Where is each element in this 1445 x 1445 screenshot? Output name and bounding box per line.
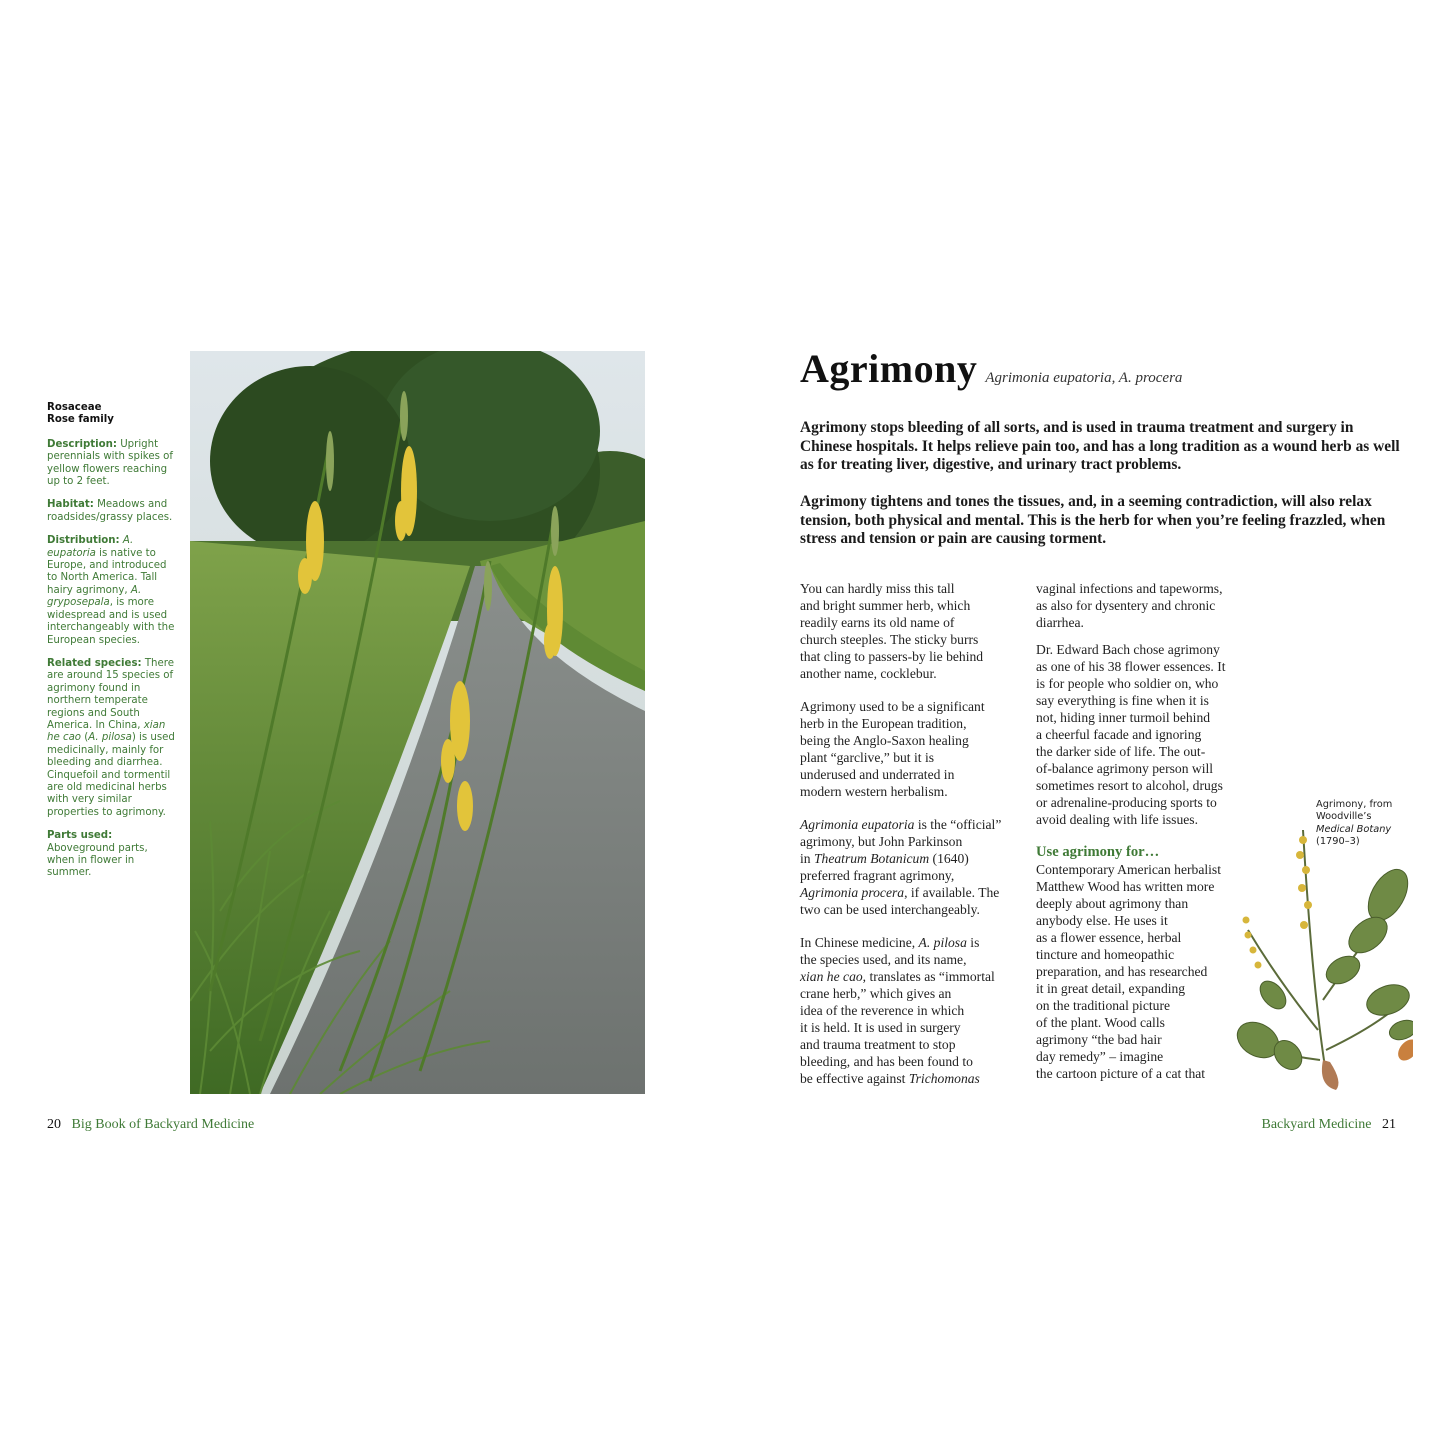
agrimony-roadside-photo (190, 351, 645, 1094)
footer-left (47, 1117, 254, 1133)
plant-family (47, 402, 175, 427)
photo-illustration (190, 351, 645, 1094)
body-column-1 (800, 580, 1025, 1103)
col2-paragraph-2: Dr. Edward Bach chose agrimony as one of his 38 flower essences. It is for people who soldier on, who say everything is fine when it is not, hiding inner turmoil behind a cheerful facade and ignoring the darker side of life. The out- of-balance agrimony person will sometimes resort to alcohol, drugs or adrenaline-producing sports to avoid dealing with life issues. (1036, 642, 1226, 827)
page-title: Agrimony (800, 346, 978, 391)
scientific-name: Agrimonia eupatoria, A. procera (985, 370, 1183, 386)
col1-paragraph-4: In Chinese medicine, A. pilosa is the species used, and its name, xian he cao, translates as “immortal crane herb,” which gives an idea of the reverence in which it is held. It is used in surgery and trauma treatment to stop bleeding, and has been found to be effective against Trichomonas (800, 935, 995, 1086)
family-latin: Rosaceae (47, 402, 102, 413)
col2-paragraph-1: vaginal infections and tapeworms, as also for dysentery and chronic diarrhea. (1036, 581, 1223, 630)
fact-description: Description: Upright perennials with spikes of yellow flowers reaching up to 2 feet. (47, 438, 173, 488)
col1-paragraph-3: Agrimonia eupatoria is the “official” agrimony, but John Parkinson in Theatrum Botanicum (1640) preferred fragrant agrimony, Agrimonia procera, if available. The two can be used interchangeably. (800, 817, 1002, 917)
plant-facts-sidebar (47, 402, 175, 891)
col1-paragraph-2: Agrimony used to be a significant herb in the European tradition, being the Anglo-Saxon healing plant “garclive,” but it is underused and underrated in modern western herbalism. (800, 699, 985, 799)
intro-paragraph-2: Agrimony tightens and tones the tissues, and, in a seeming contradiction, will also relax tension, both physical and mental. This is the herb for when you’re feeling frazzled, when stress and tension or pain are causing torment. (800, 493, 1386, 548)
page-number-right: 21 (1382, 1117, 1396, 1132)
illustration-caption: Agrimony, from Woodville’s Medical Botany (1790–3) (1316, 799, 1393, 848)
section-subhead: Use agrimony for… (1036, 844, 1160, 860)
fact-parts-used: Parts used: Aboveground parts, when in flower in summer. (47, 830, 148, 879)
footer-right (1261, 1117, 1396, 1133)
intro-paragraph-1: Agrimony stops bleeding of all sorts, and is used in trauma treatment and surgery in Chinese hospitals. It helps relieve pain too, and has a long tradition as a wound herb as well as for treating liver, digestive, and urinary tract problems. (800, 419, 1400, 474)
fact-habitat: Habitat: Meadows and roadsides/grassy places. (47, 499, 173, 523)
page-number-left: 20 (47, 1117, 61, 1132)
running-title-right: Backyard Medicine (1261, 1117, 1372, 1132)
fact-distribution: Distribution: A. eupatoria is native to Europe, and introduced to North America. Tall hairy agrimony, A. gryposepala, is more widespread and is used interchangeably with the European species. (47, 535, 175, 646)
family-common: Rose family (47, 414, 114, 426)
running-title-left: Big Book of Backyard Medicine (71, 1117, 255, 1132)
col2-paragraph-3: Contemporary American herbalist Matthew Wood has written more deeply about agrimony than anybody else. He uses it as a flower essence, herbal tincture and homeopathic preparation, and has researched it in great detail, expanding on the traditional picture of the plant. Wood calls agrimony “the bad hair day remedy” – imagine the cartoon picture of a cat that (1036, 862, 1221, 1081)
entry-heading (800, 345, 1400, 392)
col1-paragraph-1: You can hardly miss this tall and bright summer herb, which readily earns its old name of church steeples. The sticky burrs that cling to passers-by lie behind another name, cocklebur. (800, 581, 984, 681)
fact-related-species: Related species: There are around 15 species of agrimony found in northern temperate regions and South America. In China, xian he cao (A. pilosa) is used medicinally, mainly for bleeding and diarrhea. Cinquefoil and tormentil are old medicinal herbs with very similar properties to agrimony. (47, 657, 175, 818)
